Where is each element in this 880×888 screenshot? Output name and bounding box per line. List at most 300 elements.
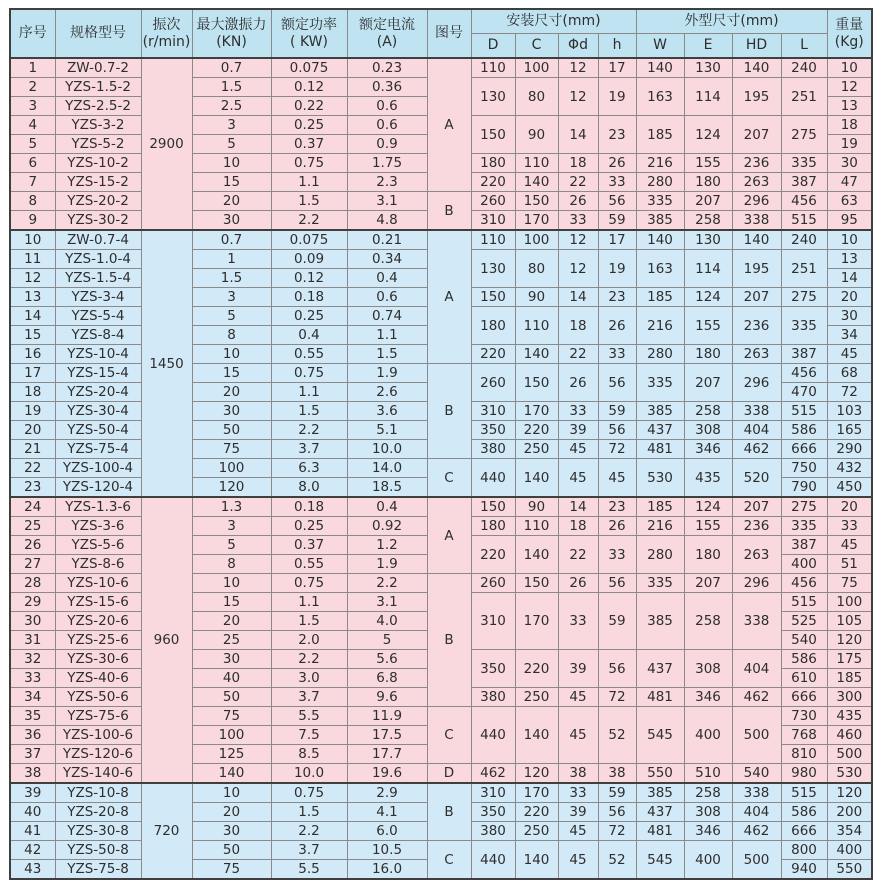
cell-seq: 32 <box>10 650 55 669</box>
cell-weight: 290 <box>827 440 872 459</box>
cell-power: 0.25 <box>271 307 347 326</box>
cell-force: 1.5 <box>192 269 271 288</box>
cell-figure: A <box>427 497 471 574</box>
cell-L: 335 <box>781 517 827 536</box>
cell-phid: 22 <box>558 173 598 192</box>
cell-W: 140 <box>636 58 684 78</box>
cell-current: 19.6 <box>347 764 427 784</box>
table-row <box>10 841 872 860</box>
cell-HD: 404 <box>732 650 781 688</box>
cell-weight: 400 <box>827 841 872 860</box>
cell-power: 5.5 <box>271 707 347 726</box>
cell-current: 16.0 <box>347 860 427 880</box>
cell-D: 260 <box>471 574 515 593</box>
cell-D: 310 <box>471 593 515 650</box>
cell-seq: 10 <box>10 230 55 250</box>
cell-force: 15 <box>192 593 271 612</box>
cell-figure: C <box>427 707 471 764</box>
cell-L: 940 <box>781 860 827 880</box>
cell-seq: 39 <box>10 783 55 803</box>
cell-E: 130 <box>684 58 732 78</box>
cell-HD: 338 <box>732 783 781 803</box>
cell-weight: 12 <box>827 78 872 97</box>
cell-C: 110 <box>515 517 558 536</box>
cell-h: 52 <box>598 841 636 880</box>
cell-seq: 6 <box>10 154 55 173</box>
cell-weight: 18 <box>827 116 872 135</box>
cell-h: 23 <box>598 497 636 517</box>
cell-weight: 105 <box>827 612 872 631</box>
cell-phid: 12 <box>558 78 598 116</box>
cell-C: 250 <box>515 822 558 841</box>
cell-E: 400 <box>684 841 732 880</box>
cell-weight: 354 <box>827 822 872 841</box>
cell-phid: 26 <box>558 574 598 593</box>
cell-seq: 43 <box>10 860 55 880</box>
cell-weight: 175 <box>827 650 872 669</box>
cell-power: 6.3 <box>271 459 347 478</box>
cell-weight: 120 <box>827 783 872 803</box>
cell-seq: 5 <box>10 135 55 154</box>
cell-L: 515 <box>781 593 827 612</box>
cell-force: 75 <box>192 440 271 459</box>
cell-E: 258 <box>684 211 732 231</box>
cell-weight: 63 <box>827 192 872 211</box>
cell-HD: 263 <box>732 345 781 364</box>
col-current: 额定电流 (A) <box>347 9 427 58</box>
cell-D: 110 <box>471 58 515 78</box>
cell-W: 216 <box>636 307 684 345</box>
cell-HD: 404 <box>732 421 781 440</box>
cell-E: 155 <box>684 154 732 173</box>
cell-L: 666 <box>781 440 827 459</box>
cell-C: 150 <box>515 192 558 211</box>
cell-current: 6.8 <box>347 669 427 688</box>
cell-seq: 22 <box>10 459 55 478</box>
cell-power: 1.5 <box>271 192 347 211</box>
cell-force: 10 <box>192 574 271 593</box>
cell-current: 0.6 <box>347 97 427 116</box>
group-outline-dims: 外型尺寸(mm) <box>636 9 827 34</box>
cell-L: 387 <box>781 345 827 364</box>
cell-current: 0.74 <box>347 307 427 326</box>
cell-force: 10 <box>192 154 271 173</box>
cell-seq: 13 <box>10 288 55 307</box>
cell-C: 100 <box>515 230 558 250</box>
table-row <box>10 497 872 517</box>
cell-D: 380 <box>471 822 515 841</box>
cell-W: 335 <box>636 192 684 211</box>
table-row <box>10 707 872 726</box>
cell-current: 4.0 <box>347 612 427 631</box>
cell-figure: A <box>427 58 471 192</box>
cell-figure: D <box>427 764 471 784</box>
cell-phid: 14 <box>558 288 598 307</box>
cell-weight: 10 <box>827 230 872 250</box>
cell-W: 481 <box>636 822 684 841</box>
cell-force: 3 <box>192 116 271 135</box>
cell-D: 350 <box>471 421 515 440</box>
cell-power: 0.37 <box>271 536 347 555</box>
cell-force: 3 <box>192 288 271 307</box>
cell-L: 610 <box>781 669 827 688</box>
cell-weight: 72 <box>827 383 872 402</box>
cell-D: 180 <box>471 154 515 173</box>
cell-force: 3 <box>192 517 271 536</box>
cell-current: 3.1 <box>347 593 427 612</box>
cell-D: 130 <box>471 250 515 288</box>
cell-model: YZS-50-4 <box>55 421 141 440</box>
cell-E: 308 <box>684 421 732 440</box>
col-HD: HD <box>732 34 781 59</box>
cell-seq: 35 <box>10 707 55 726</box>
cell-h: 59 <box>598 783 636 803</box>
cell-L: 586 <box>781 650 827 669</box>
cell-weight: 165 <box>827 421 872 440</box>
cell-seq: 2 <box>10 78 55 97</box>
cell-D: 260 <box>471 364 515 402</box>
cell-force: 30 <box>192 211 271 231</box>
cell-model: YZS-20-4 <box>55 383 141 402</box>
cell-power: 0.25 <box>271 116 347 135</box>
cell-C: 140 <box>515 345 558 364</box>
cell-HD: 207 <box>732 116 781 154</box>
cell-force: 20 <box>192 192 271 211</box>
cell-L: 456 <box>781 574 827 593</box>
cell-E: 346 <box>684 822 732 841</box>
cell-W: 185 <box>636 116 684 154</box>
cell-seq: 30 <box>10 612 55 631</box>
col-speed: 振次 (r/min) <box>141 9 192 58</box>
cell-weight: 120 <box>827 631 872 650</box>
cell-model: YZS-3-2 <box>55 116 141 135</box>
cell-power: 0.18 <box>271 288 347 307</box>
cell-power: 0.75 <box>271 574 347 593</box>
cell-weight: 30 <box>827 154 872 173</box>
cell-model: YZS-75-8 <box>55 860 141 880</box>
cell-weight: 435 <box>827 707 872 726</box>
cell-weight: 500 <box>827 745 872 764</box>
cell-L: 586 <box>781 421 827 440</box>
cell-L: 387 <box>781 536 827 555</box>
cell-L: 525 <box>781 612 827 631</box>
cell-h: 56 <box>598 803 636 822</box>
cell-E: 207 <box>684 364 732 402</box>
cell-power: 0.55 <box>271 555 347 574</box>
cell-D: 260 <box>471 192 515 211</box>
cell-E: 258 <box>684 593 732 650</box>
cell-L: 810 <box>781 745 827 764</box>
cell-current: 2.2 <box>347 574 427 593</box>
cell-phid: 33 <box>558 593 598 650</box>
cell-weight: 19 <box>827 135 872 154</box>
cell-current: 5.6 <box>347 650 427 669</box>
cell-model: YZS-5-2 <box>55 135 141 154</box>
cell-current: 1.9 <box>347 364 427 383</box>
cell-D: 350 <box>471 803 515 822</box>
cell-E: 258 <box>684 402 732 421</box>
cell-force: 15 <box>192 173 271 192</box>
cell-weight: 33 <box>827 517 872 536</box>
cell-model: YZS-15-4 <box>55 364 141 383</box>
cell-h: 56 <box>598 192 636 211</box>
cell-force: 75 <box>192 860 271 880</box>
cell-L: 515 <box>781 211 827 231</box>
cell-L: 335 <box>781 154 827 173</box>
cell-C: 170 <box>515 402 558 421</box>
cell-L: 251 <box>781 250 827 288</box>
cell-model: YZS-5-4 <box>55 307 141 326</box>
cell-weight: 550 <box>827 860 872 880</box>
cell-power: 0.12 <box>271 269 347 288</box>
cell-W: 163 <box>636 250 684 288</box>
cell-force: 30 <box>192 650 271 669</box>
cell-weight: 13 <box>827 97 872 116</box>
cell-h: 26 <box>598 154 636 173</box>
cell-W: 437 <box>636 421 684 440</box>
cell-power: 3.0 <box>271 669 347 688</box>
cell-h: 19 <box>598 78 636 116</box>
cell-model: YZS-140-6 <box>55 764 141 784</box>
cell-L: 980 <box>781 764 827 784</box>
cell-C: 220 <box>515 803 558 822</box>
table-row <box>10 764 872 784</box>
cell-current: 0.4 <box>347 269 427 288</box>
cell-phid: 45 <box>558 459 598 498</box>
cell-W: 335 <box>636 364 684 402</box>
cell-W: 437 <box>636 803 684 822</box>
cell-model: YZS-8-4 <box>55 326 141 345</box>
cell-W: 140 <box>636 230 684 250</box>
cell-seq: 14 <box>10 307 55 326</box>
cell-C: 140 <box>515 536 558 574</box>
cell-C: 110 <box>515 154 558 173</box>
cell-force: 40 <box>192 669 271 688</box>
cell-C: 140 <box>515 173 558 192</box>
cell-power: 2.2 <box>271 421 347 440</box>
cell-C: 100 <box>515 58 558 78</box>
cell-model: YZS-30-8 <box>55 822 141 841</box>
cell-phid: 45 <box>558 688 598 707</box>
cell-weight: 45 <box>827 345 872 364</box>
cell-h: 38 <box>598 764 636 784</box>
cell-D: 110 <box>471 230 515 250</box>
cell-speed: 720 <box>141 783 192 879</box>
cell-model: ZW-0.7-4 <box>55 230 141 250</box>
cell-seq: 33 <box>10 669 55 688</box>
cell-phid: 14 <box>558 116 598 154</box>
cell-W: 216 <box>636 154 684 173</box>
col-model: 规格型号 <box>55 9 141 58</box>
cell-E: 207 <box>684 574 732 593</box>
cell-W: 385 <box>636 783 684 803</box>
cell-power: 1.5 <box>271 803 347 822</box>
cell-L: 540 <box>781 631 827 650</box>
cell-E: 258 <box>684 783 732 803</box>
cell-weight: 460 <box>827 726 872 745</box>
cell-model: YZS-10-6 <box>55 574 141 593</box>
cell-E: 346 <box>684 688 732 707</box>
cell-power: 3.7 <box>271 688 347 707</box>
spec-table-header <box>10 9 872 58</box>
cell-h: 33 <box>598 173 636 192</box>
cell-current: 2.6 <box>347 383 427 402</box>
cell-current: 3.6 <box>347 402 427 421</box>
col-W: W <box>636 34 684 59</box>
cell-current: 1.1 <box>347 326 427 345</box>
cell-L: 470 <box>781 383 827 402</box>
col-force: 最大激振力 (KN) <box>192 9 271 58</box>
cell-current: 0.21 <box>347 230 427 250</box>
cell-W: 335 <box>636 574 684 593</box>
cell-current: 0.6 <box>347 116 427 135</box>
cell-E: 510 <box>684 764 732 784</box>
cell-W: 481 <box>636 440 684 459</box>
cell-W: 437 <box>636 650 684 688</box>
cell-model: YZS-10-4 <box>55 345 141 364</box>
cell-power: 1.5 <box>271 612 347 631</box>
spec-table <box>9 8 873 880</box>
cell-phid: 39 <box>558 421 598 440</box>
cell-L: 275 <box>781 116 827 154</box>
cell-D: 130 <box>471 78 515 116</box>
cell-current: 11.9 <box>347 707 427 726</box>
cell-seq: 42 <box>10 841 55 860</box>
cell-HD: 236 <box>732 517 781 536</box>
cell-W: 385 <box>636 211 684 231</box>
cell-power: 0.075 <box>271 58 347 78</box>
cell-force: 10 <box>192 783 271 803</box>
cell-HD: 296 <box>732 192 781 211</box>
cell-model: YZS-3-6 <box>55 517 141 536</box>
cell-weight: 450 <box>827 478 872 498</box>
cell-current: 0.9 <box>347 135 427 154</box>
cell-power: 8.5 <box>271 745 347 764</box>
cell-D: 380 <box>471 688 515 707</box>
table-row <box>10 364 872 383</box>
cell-W: 481 <box>636 688 684 707</box>
cell-L: 790 <box>781 478 827 498</box>
cell-phid: 38 <box>558 764 598 784</box>
cell-L: 515 <box>781 783 827 803</box>
cell-model: YZS-1.5-2 <box>55 78 141 97</box>
cell-phid: 45 <box>558 440 598 459</box>
cell-h: 72 <box>598 440 636 459</box>
cell-seq: 26 <box>10 536 55 555</box>
cell-h: 56 <box>598 574 636 593</box>
cell-current: 1.75 <box>347 154 427 173</box>
cell-power: 3.7 <box>271 841 347 860</box>
cell-E: 346 <box>684 440 732 459</box>
cell-model: YZS-75-4 <box>55 440 141 459</box>
cell-current: 6.0 <box>347 822 427 841</box>
cell-phid: 33 <box>558 211 598 231</box>
cell-seq: 8 <box>10 192 55 211</box>
cell-current: 0.6 <box>347 288 427 307</box>
cell-model: YZS-30-4 <box>55 402 141 421</box>
cell-HD: 462 <box>732 688 781 707</box>
cell-weight: 100 <box>827 593 872 612</box>
cell-power: 0.22 <box>271 97 347 116</box>
cell-current: 5.1 <box>347 421 427 440</box>
cell-W: 185 <box>636 497 684 517</box>
cell-HD: 263 <box>732 173 781 192</box>
cell-seq: 36 <box>10 726 55 745</box>
cell-seq: 11 <box>10 250 55 269</box>
cell-current: 1.5 <box>347 345 427 364</box>
cell-HD: 296 <box>732 364 781 402</box>
table-row <box>10 192 872 211</box>
cell-L: 240 <box>781 230 827 250</box>
cell-figure: A <box>427 230 471 364</box>
cell-seq: 27 <box>10 555 55 574</box>
cell-seq: 12 <box>10 269 55 288</box>
cell-C: 250 <box>515 440 558 459</box>
cell-L: 750 <box>781 459 827 478</box>
col-power: 额定功率 ( KW) <box>271 9 347 58</box>
cell-force: 20 <box>192 383 271 402</box>
cell-E: 114 <box>684 250 732 288</box>
cell-model: YZS-2.5-2 <box>55 97 141 116</box>
cell-HD: 500 <box>732 707 781 764</box>
cell-seq: 9 <box>10 211 55 231</box>
cell-C: 250 <box>515 688 558 707</box>
cell-force: 100 <box>192 459 271 478</box>
cell-phid: 33 <box>558 402 598 421</box>
cell-seq: 29 <box>10 593 55 612</box>
cell-model: YZS-30-6 <box>55 650 141 669</box>
cell-force: 1.3 <box>192 497 271 517</box>
cell-E: 207 <box>684 192 732 211</box>
cell-model: YZS-15-2 <box>55 173 141 192</box>
cell-force: 125 <box>192 745 271 764</box>
cell-W: 530 <box>636 459 684 498</box>
cell-D: 180 <box>471 307 515 345</box>
cell-E: 308 <box>684 650 732 688</box>
cell-W: 385 <box>636 402 684 421</box>
cell-current: 2.3 <box>347 173 427 192</box>
cell-seq: 34 <box>10 688 55 707</box>
cell-HD: 296 <box>732 574 781 593</box>
cell-power: 2.0 <box>271 631 347 650</box>
cell-model: YZS-100-4 <box>55 459 141 478</box>
cell-HD: 540 <box>732 764 781 784</box>
cell-D: 440 <box>471 707 515 764</box>
cell-seq: 37 <box>10 745 55 764</box>
cell-L: 400 <box>781 555 827 574</box>
cell-weight: 300 <box>827 688 872 707</box>
cell-E: 435 <box>684 459 732 498</box>
cell-model: YZS-50-6 <box>55 688 141 707</box>
cell-seq: 40 <box>10 803 55 822</box>
cell-current: 0.23 <box>347 58 427 78</box>
cell-current: 18.5 <box>347 478 427 498</box>
cell-L: 275 <box>781 497 827 517</box>
cell-model: YZS-3-4 <box>55 288 141 307</box>
cell-force: 50 <box>192 841 271 860</box>
cell-seq: 41 <box>10 822 55 841</box>
cell-power: 1.1 <box>271 593 347 612</box>
cell-seq: 20 <box>10 421 55 440</box>
cell-seq: 17 <box>10 364 55 383</box>
cell-power: 0.4 <box>271 326 347 345</box>
cell-HD: 140 <box>732 58 781 78</box>
cell-weight: 45 <box>827 536 872 555</box>
cell-E: 308 <box>684 803 732 822</box>
cell-power: 1.1 <box>271 173 347 192</box>
cell-seq: 18 <box>10 383 55 402</box>
cell-D: 380 <box>471 440 515 459</box>
